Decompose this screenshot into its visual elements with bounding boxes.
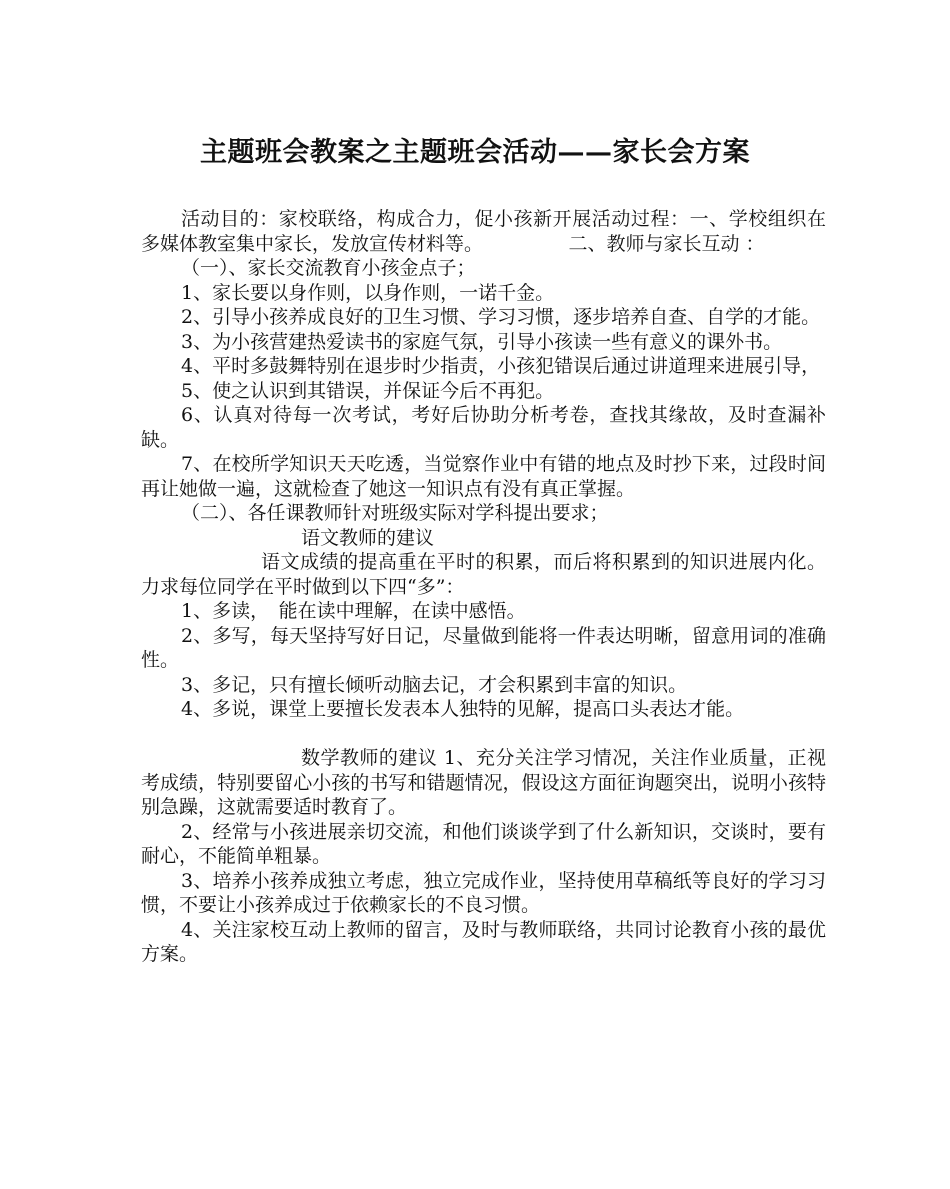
list-item: 4、多说，课堂上要擅长发表本人独特的见解，提高口头表达才能。 — [181, 698, 745, 720]
document-body — [141, 207, 826, 967]
list-item: 6、认真对待每一次考试，考好后协助分析考卷，查找其缘故，及时查漏补缺。 — [141, 404, 826, 451]
document-title: 主题班会教案之主题班会活动——家长会方案 — [200, 137, 750, 168]
list-item: 4、关注家校互动上教师的留言，及时与教师联络，共同讨论教育小孩的最优方案。 — [141, 918, 826, 965]
math-teacher-paragraph: 数学教师的建议 1、充分关注学习情况，关注作业质量，正视考成绩，特别要留心小孩的书写和错题情况，假设这方面征询题突出，说明小孩特别急躁，这就需要适时教育了。 — [141, 747, 826, 818]
list-item: 2、多写，每天坚持写好日记，尽量做到能将一件表达明晰，留意用词的准确性。 — [141, 624, 826, 671]
section-heading-parent-tips: （一）、家长交流教育小孩金点子； — [181, 257, 476, 279]
list-item: 1、家长要以身作则，以身作则，一诺千金。 — [181, 281, 555, 304]
list-item: 4、平时多鼓舞特别在退步时少指责，小孩犯错误后通过讲道理来进展引导， — [181, 355, 821, 377]
list-item: 2、经常与小孩进展亲切交流，和他们谈谈学到了什么新知识，交谈时，要有耐心，不能简单粗暴。 — [141, 820, 826, 867]
list-item: 5、使之认识到其错误，并保证今后不再犯。 — [181, 379, 555, 402]
paragraph-purpose: 活动目的：家校联络，构成合力，促小孩新开展活动过程：一、学校组织在多媒体教室集中家长，发放宣传材料等。 二、教师与家长互动 ： — [141, 208, 826, 255]
list-item: 2、引导小孩养成良好的卫生习惯、学习习惯，逐步培养自查、自学的才能。 — [181, 306, 821, 328]
blank-line — [141, 722, 826, 747]
list-item: 3、多记，只有擅长倾听动脑去记，才会积累到丰富的知识。 — [181, 673, 688, 696]
chinese-teacher-intro: 语文成绩的提高重在平时的积累，而后将积累到的知识进展内化。力求每位同学在平时做到以下四“多”： — [141, 551, 826, 598]
section-heading-teacher-requirements: （二）、各任课教师针对班级实际对学科提出要求； — [181, 502, 609, 524]
list-item: 3、培养小孩养成独立考虑，独立完成作业，坚持使用草稿纸等良好的学习习惯，不要让小孩养成过于依赖家长的不良习惯。 — [141, 869, 826, 916]
list-item: 3、为小孩营建热爱读书的家庭气氛，引导小孩读一些有意义的课外书。 — [181, 330, 783, 353]
list-item: 7、在校所学知识天天吃透，当觉察作业中有错的地点及时抄下来，过段时间再让她做一遍，这就检查了她这一知识点有没有真正掌握。 — [141, 453, 826, 500]
list-item: 1、多读， 能在读中理解，在读中感悟。 — [181, 600, 526, 622]
chinese-teacher-heading: 语文教师的建议 — [301, 526, 435, 549]
